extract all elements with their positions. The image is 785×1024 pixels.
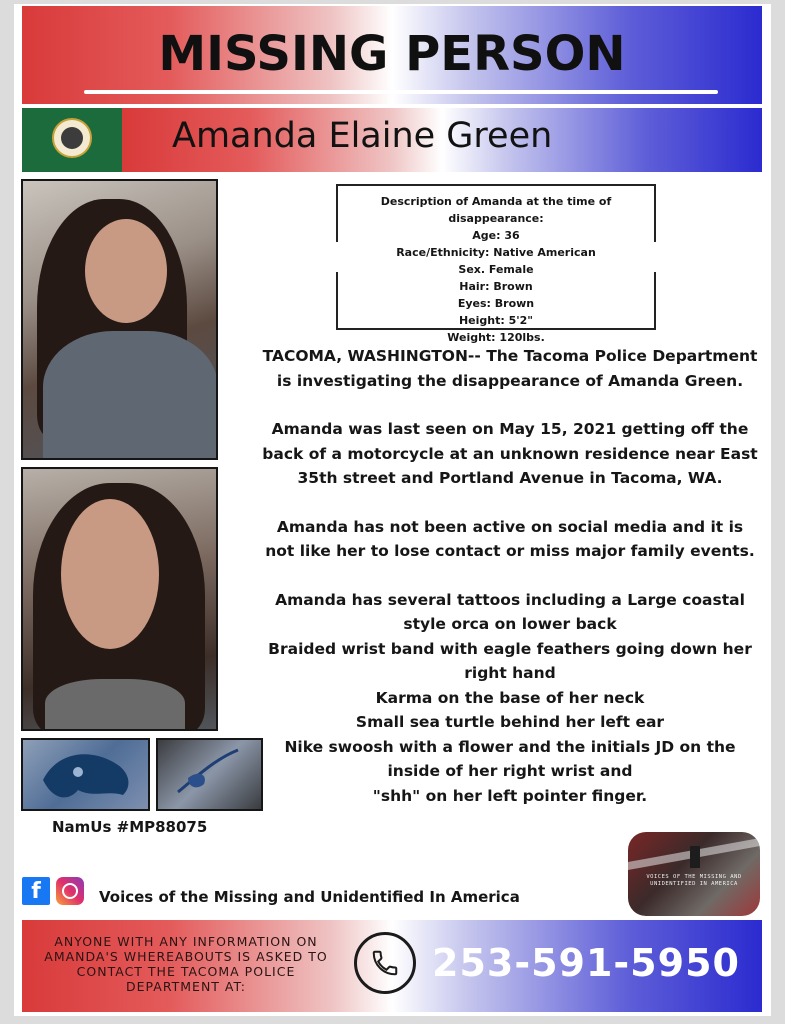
organization-logo	[628, 832, 760, 916]
title-banner	[22, 6, 762, 104]
orca-tattoo-photo	[21, 738, 150, 811]
logo-text: VOICES OF THE MISSING AND UNIDENTIFIED IN AMERICA	[646, 874, 742, 887]
description-weight: Weight: 120lbs.	[447, 331, 545, 344]
tattoo-line: Braided wrist band with eagle feathers going down her right hand	[268, 639, 752, 682]
intro-paragraph: TACOMA, WASHINGTON-- The Tacoma Police Department is investigating the disappearance of Amanda Green.	[262, 347, 758, 390]
organization-name: Voices of the Missing and Unidentified In America	[99, 888, 520, 906]
description-height: Height: 5'2"	[458, 314, 534, 327]
photo-amanda-1	[21, 179, 218, 460]
contact-banner	[22, 920, 762, 1012]
tattoo-line: Karma on the base of her neck	[375, 688, 645, 707]
namus-case-number: NamUs #MP88075	[52, 818, 208, 836]
description-eyes: Eyes: Brown	[457, 297, 535, 310]
missing-person-name: Amanda Elaine Green	[172, 116, 553, 156]
title-underline	[84, 90, 718, 94]
last-seen-paragraph: Amanda was last seen on May 15, 2021 getting off the back of a motorcycle at an unknown residence near East 35th street and Portland Avenue in Tacoma, WA.	[262, 420, 758, 487]
tattoo-line: Small sea turtle behind her left ear	[355, 713, 665, 731]
facebook-icon[interactable]: f	[22, 877, 50, 905]
tattoo-line: Nike swoosh with a flower and the initials JD on the inside of her right wrist and	[284, 737, 736, 780]
poster-title: MISSING PERSON	[158, 26, 626, 82]
washington-flag	[22, 108, 122, 172]
photo-amanda-2	[21, 467, 218, 731]
description-age: Age: 36	[472, 229, 520, 242]
social-media-paragraph: Amanda has not been active on social media and it is not like her to lose contact or miss major family events.	[265, 517, 755, 560]
description-race: Race/Ethnicity: Native American	[396, 246, 596, 259]
description-box	[336, 184, 656, 344]
contact-instructions: ANYONE WITH ANY INFORMATION ON AMANDA'S WHEREABOUTS IS ASKED TO CONTACT THE TACOMA POLICE DEPARTMENT AT:	[44, 934, 328, 994]
tattoo-line: "shh" on her left pointer finger.	[372, 786, 648, 805]
turtle-tattoo-photo	[156, 738, 263, 811]
description-hair: Hair: Brown	[459, 280, 533, 293]
case-details	[260, 344, 760, 808]
tattoo-line: Amanda has several tattoos including a Large coastal style orca on lower back	[275, 590, 745, 633]
description-heading: Description of Amanda at the time of disappearance:	[380, 195, 612, 225]
instagram-icon[interactable]	[56, 877, 84, 905]
description-sex: Sex. Female	[458, 263, 534, 276]
phone-icon	[354, 932, 416, 994]
name-banner	[122, 108, 762, 172]
missing-person-poster	[14, 4, 771, 1016]
police-phone-number[interactable]: 253-591-5950	[432, 941, 740, 985]
tattoo-list	[260, 588, 760, 809]
washington-seal-icon	[52, 118, 92, 158]
